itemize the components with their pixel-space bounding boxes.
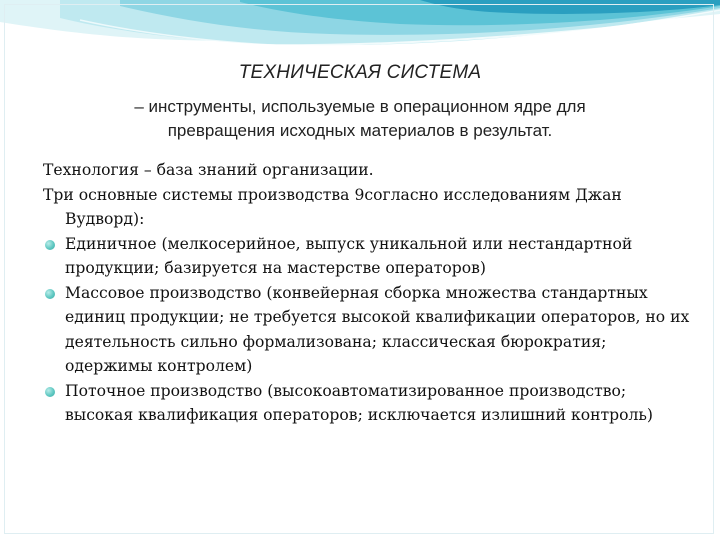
- slide-subtitle: – инструменты, используемые в операционном ядре для превращения исходных материалов в результат.: [134, 97, 586, 140]
- list-item: [43, 379, 693, 428]
- list-item: [43, 232, 693, 281]
- slide-body: [43, 158, 693, 428]
- paragraph-technology: Технология – база знаний организации.: [43, 161, 374, 179]
- bullet-text: Единичное (мелкосерийное, выпуск уникальной или нестандартной продукции; базируется на мастерстве операторов): [65, 234, 633, 277]
- decorative-wave-header: [0, 0, 720, 70]
- bullet-text: Поточное производство (высокоавтоматизированное производство; высокая квалификация операторов; исключается излишний контроль): [65, 381, 653, 424]
- slide-title: ТЕХНИЧЕСКАЯ СИСТЕМА: [238, 62, 482, 83]
- bullet-list: [43, 232, 693, 428]
- bullet-dot-icon: [45, 289, 55, 299]
- bullet-dot-icon: [45, 387, 55, 397]
- paragraph-systems-intro: Три основные системы производства 9согласно исследованиям Джан Вудворд):: [43, 185, 622, 228]
- list-item: [43, 281, 693, 379]
- bullet-text: Массовое производство (конвейерная сборка множества стандартных единиц продукции; не требуется высокой квалификации операторов, но их деятельность сильно формализована; классическая бюрократия; одержимы контролем): [65, 283, 690, 375]
- bullet-dot-icon: [45, 240, 55, 250]
